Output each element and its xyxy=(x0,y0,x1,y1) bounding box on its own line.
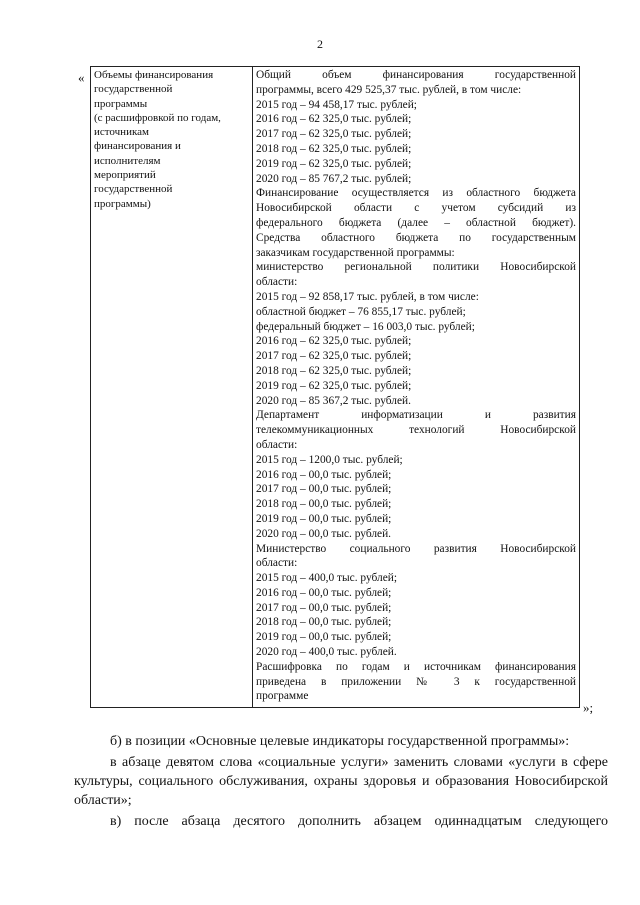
ministry-social-heading: Министерство социального развития Новосибирской xyxy=(256,542,576,555)
ministry-social-heading: области: xyxy=(256,557,298,570)
year-line: 2018 год – 00,0 тыс. рублей; xyxy=(256,498,392,511)
label-line: мероприятий xyxy=(94,169,156,182)
opening-quote: « xyxy=(78,70,85,85)
ministry-regional-heading: области: xyxy=(256,276,298,289)
decoding-line: программе xyxy=(256,690,309,703)
year-line: 2018 год – 00,0 тыс. рублей; xyxy=(256,616,392,629)
year-line: 2016 год – 00,0 тыс. рублей; xyxy=(256,468,392,481)
financing-line: Финансирование осуществляется из областного бюджета xyxy=(256,187,576,200)
department-heading: Департамент информатизации и развития xyxy=(256,409,576,422)
year-line: 2016 год – 62 325,0 тыс. рублей; xyxy=(256,335,412,348)
year-line: 2016 год – 00,0 тыс. рублей; xyxy=(256,586,392,599)
table-content-cell xyxy=(253,67,580,708)
label-line: государственной xyxy=(94,183,173,196)
year-line: 2020 год – 400,0 тыс. рублей. xyxy=(256,646,397,659)
department-heading: телекоммуникационных технологий Новосибирской xyxy=(256,424,576,437)
label-line: программы) xyxy=(94,197,151,210)
paragraph: б) в позиции «Основные целевые индикаторы государственной программы»: xyxy=(110,734,570,749)
year-line: 2018 год – 62 325,0 тыс. рублей; xyxy=(256,364,412,377)
financing-line: Новосибирской области с учетом субсидий из xyxy=(256,202,576,215)
table-label-cell xyxy=(91,67,253,708)
label-line: финансирования и xyxy=(94,140,181,153)
financing-line: федерального бюджета (далее – областной бюджет). xyxy=(256,216,576,229)
financing-table xyxy=(90,66,580,708)
label-line: государственной xyxy=(94,83,173,96)
total-line: Общий объем финансирования государственной xyxy=(256,69,576,81)
budget-line: федеральный бюджет – 16 003,0 тыс. рублей; xyxy=(256,320,475,333)
label-line: Объемы финансирования xyxy=(94,69,214,81)
label-line: исполнителям xyxy=(94,154,161,167)
year-line: 2019 год – 00,0 тыс. рублей; xyxy=(256,631,392,644)
total-line: программы, всего 429 525,37 тыс. рублей, в том числе: xyxy=(256,83,522,96)
year-line: 2017 год – 00,0 тыс. рублей; xyxy=(256,601,392,614)
year-line: 2020 год – 00,0 тыс. рублей. xyxy=(256,527,392,540)
year-line: 2020 год – 85 767,2 тыс. рублей; xyxy=(256,172,412,185)
year-line: 2020 год – 85 367,2 тыс. рублей. xyxy=(256,394,411,407)
year-line: 2015 год – 400,0 тыс. рублей; xyxy=(256,572,398,585)
year-line: 2019 год – 62 325,0 тыс. рублей; xyxy=(256,157,412,170)
year-line: 2017 год – 62 325,0 тыс. рублей; xyxy=(256,350,412,363)
label-line: источникам xyxy=(94,126,149,139)
closing-quote: »; xyxy=(583,700,594,715)
table-row xyxy=(91,67,580,708)
year-line: 2017 год – 62 325,0 тыс. рублей; xyxy=(256,128,412,141)
page-number: 2 xyxy=(317,37,323,51)
decoding-line: Расшифровка по годам и источникам финансирования xyxy=(256,660,576,673)
label-line: (с расшифровкой по годам, xyxy=(94,111,221,124)
paragraph: в) после абзаца десятого дополнить абзацем одиннадцатым следующего xyxy=(110,814,608,829)
year-line: 2015 год – 94 458,17 тыс. рублей; xyxy=(256,98,417,111)
year-line: 2019 год – 62 325,0 тыс. рублей; xyxy=(256,379,412,392)
decoding-line: приведена в приложении № 3 к государственной xyxy=(256,675,576,688)
year-line: 2017 год – 00,0 тыс. рублей; xyxy=(256,483,392,496)
financing-line: заказчикам государственной программы: xyxy=(256,246,455,259)
year-line: 2015 год – 92 858,17 тыс. рублей, в том числе: xyxy=(256,290,479,303)
paragraph: в абзаце девятом слова «социальные услуги» заменить словами «услуги в сфере культуры, социального обслуживания, охраны здоровья и образования Новосибирской области»; xyxy=(74,755,608,808)
year-line: 2019 год – 00,0 тыс. рублей; xyxy=(256,512,392,525)
ministry-regional-heading: министерство региональной политики Новосибирской xyxy=(256,261,576,274)
year-line: 2015 год – 1200,0 тыс. рублей; xyxy=(256,453,403,466)
budget-line: областной бюджет – 76 855,17 тыс. рублей; xyxy=(256,305,466,318)
year-line: 2016 год – 62 325,0 тыс. рублей; xyxy=(256,113,412,126)
label-line: программы xyxy=(94,97,148,110)
year-line: 2018 год – 62 325,0 тыс. рублей; xyxy=(256,142,412,155)
body-text xyxy=(74,732,608,833)
financing-line: Средства областного бюджета по государственным xyxy=(256,231,576,244)
department-heading: области: xyxy=(256,438,298,451)
